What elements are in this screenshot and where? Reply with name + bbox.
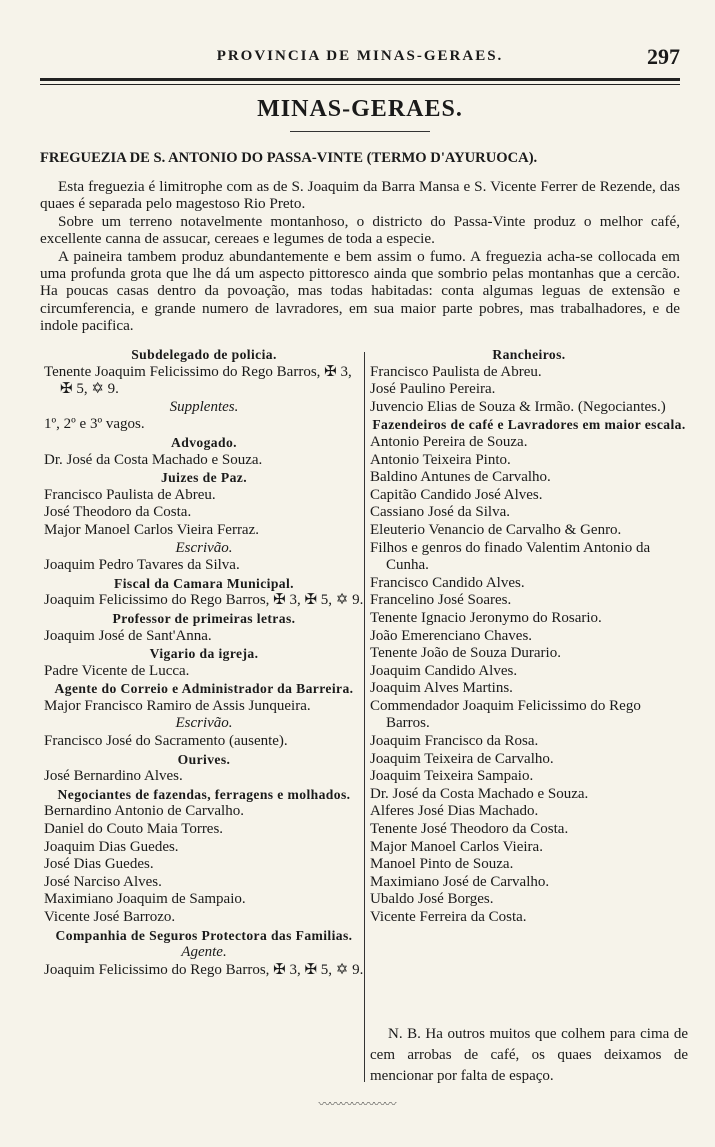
intro-paragraph: A paineira tambem produz abundantemente e bem assim o fumo. A freguezia acha-se collocada em uma profunda grota que lhe dá um aspecto pittoresco ainda que sombrio pelas montanhas que a cercão. Ha poucas casas dentro da povoação, mas todas habitadas: conta algumas leguas de extensão e circumferencia, e grande numero de lavradores, em sua maior parte pobres, mas trabalhadores, e de indole pacifica. (40, 247, 680, 335)
list-item: Francisco José do Sacramento (ausente). (44, 733, 288, 750)
list-item: José Paulino Pereira. (370, 381, 496, 398)
page-number: 297 (647, 44, 680, 69)
section-heading: Agente do Correio e Administrador da Barreira. (54, 681, 354, 697)
list-item: Joaquim Dias Guedes. (44, 838, 179, 855)
list-item: José Dias Guedes. (44, 856, 154, 873)
section-heading: Rancheiros. (492, 347, 566, 362)
list-item: Major Manoel Carlos Vieira. (370, 838, 543, 855)
list-item: José Theodoro da Costa. (44, 504, 192, 521)
list-item: Dr. José da Costa Machado e Souza. (44, 451, 263, 468)
intro-paragraph: Sobre um terreno notavelmente montanhoso, o districto do Passa-Vinte produz o melhor café, excellente canna de assucar, cereaes e legumes de toda a especie. (40, 212, 680, 248)
section-title: MINAS-GERAES. (257, 96, 463, 122)
subheading: Escrivão. (175, 539, 233, 556)
list-item: Filhos e genros do finado Valentim Antonio da Cunha. (370, 539, 651, 574)
running-head (40, 44, 680, 72)
section-heading: Advogado. (171, 434, 237, 450)
column-divider (364, 352, 365, 1082)
list-item: Daniel do Couto Maia Torres. (44, 821, 224, 838)
section-heading: Fazendeiros de café e Lavradores em maior escala. (372, 417, 686, 433)
list-item: Joaquim Felicissimo do Rego Barros, ✠ 3, ✠ 5, ✡ 9. (44, 592, 364, 609)
section-heading: Fiscal da Camara Municipal. (114, 575, 294, 591)
list-item: Francisco Paulista de Abreu. (370, 363, 542, 380)
list-item: Eleuterio Venancio de Carvalho & Genro. (370, 521, 622, 538)
section-heading: Companhia de Seguros Protectora das Familias. (55, 927, 353, 943)
directory-columns (40, 346, 690, 1086)
left-column (44, 346, 364, 979)
title-rule (290, 131, 430, 132)
list-item: Major Manoel Carlos Vieira Ferraz. (44, 521, 260, 538)
section-heading: Subdelegado de policia. (131, 347, 277, 362)
list-item: Joaquim Teixeira Sampaio. (370, 768, 534, 785)
list-item: Joaquim José de Sant'Anna. (44, 627, 212, 644)
running-title: PROVINCIA DE MINAS-GERAES. (216, 48, 504, 64)
list-item: Alferes José Dias Machado. (370, 803, 539, 820)
list-item: José Narciso Alves. (44, 873, 162, 890)
section-heading: Ourives. (177, 751, 231, 767)
parish-heading: FREGUEZIA DE S. ANTONIO DO PASSA-VINTE (TERMO D'AYURUOCA). (40, 150, 538, 166)
list-item: Joaquim Candido Alves. (370, 662, 518, 679)
note-text: N. B. Ha outros muitos que colhem para cima de cem arrobas de café, os quaes deixamos de mencionar por falta de espaço. (370, 1026, 688, 1084)
list-item: Bernardino Antonio de Carvalho. (44, 803, 244, 820)
list-item: Vicente José Barrozo. (44, 909, 176, 925)
right-column (370, 346, 688, 927)
list-item: Antonio Pereira de Souza. (370, 433, 528, 450)
list-item: Joaquim Pedro Tavares da Silva. (44, 557, 240, 574)
list-item: Baldino Antunes de Carvalho. (370, 469, 551, 486)
subheading: Supplentes. (169, 398, 239, 415)
list-item: Antonio Teixeira Pinto. (370, 451, 511, 468)
list-item: Maximiano José de Carvalho. (370, 873, 550, 890)
list-item: Capitão Candido José Alves. (370, 486, 543, 503)
section-heading: Vigario da igreja. (149, 646, 259, 662)
list-item: João Emerenciano Chaves. (370, 627, 533, 644)
list-item: Juvencio Elias de Souza & Irmão. (Negociantes.) (370, 398, 666, 415)
list-item: Francisco Candido Alves. (370, 574, 525, 591)
list-item: Francisco Paulista de Abreu. (44, 486, 216, 503)
list-item: José Bernardino Alves. (44, 768, 183, 785)
list-item: Manoel Pinto de Souza. (370, 856, 514, 873)
header-rule-thin (40, 84, 680, 85)
list-item: Dr. José da Costa Machado e Souza. (370, 785, 589, 802)
section-heading: Negociantes de fazendas, ferragens e molhados. (57, 786, 351, 802)
list-item: Padre Vicente de Lucca. (44, 662, 190, 679)
list-item: Major Francisco Ramiro de Assis Junqueira. (44, 697, 311, 714)
intro-text (40, 178, 680, 335)
list-item: Ubaldo José Borges. (370, 891, 494, 908)
list-item: Joaquim Teixeira de Carvalho. (370, 750, 554, 767)
list-item: Commendador Joaquim Felicissimo do Rego Barros. (370, 697, 641, 732)
list-item: Vicente Ferreira da Costa. (370, 909, 527, 925)
list-item: Joaquim Francisco da Rosa. (370, 733, 539, 750)
list-item: Cassiano José da Silva. (370, 504, 510, 521)
list-item: Joaquim Alves Martins. (370, 680, 513, 697)
section-heading: Juizes de Paz. (160, 470, 247, 486)
list-item: Tenente Ignacio Jeronymo do Rosario. (370, 609, 602, 626)
list-item: Joaquim Felicissimo do Rego Barros, ✠ 3, ✠ 5, ✡ 9. (44, 961, 364, 978)
ornament: 〰〰〰〰〰〰〰 (318, 1097, 396, 1111)
list-item: Francelino José Soares. (370, 592, 512, 609)
list-item: Tenente José Theodoro da Costa. (370, 821, 569, 838)
list-item: Tenente Joaquim Felicissimo do Rego Barros, ✠ 3, ✠ 5, ✡ 9. (44, 363, 352, 398)
section-heading: Professor de primeiras letras. (112, 610, 296, 626)
list-item: Tenente João de Souza Durario. (370, 645, 561, 662)
note-box (370, 1024, 688, 1087)
list-item: 1º, 2º e 3º vagos. (44, 416, 145, 433)
intro-paragraph: Esta freguezia é limitrophe com as de S. Joaquim da Barra Mansa e S. Vicente Ferrer de Rezende, das quaes é separada pelo magestoso Rio Preto. (40, 178, 680, 213)
list-item: Maximiano Joaquim de Sampaio. (44, 891, 246, 908)
subheading: Escrivão. (175, 715, 233, 732)
header-rule-thick (40, 78, 680, 81)
subheading: Agente. (181, 944, 227, 961)
